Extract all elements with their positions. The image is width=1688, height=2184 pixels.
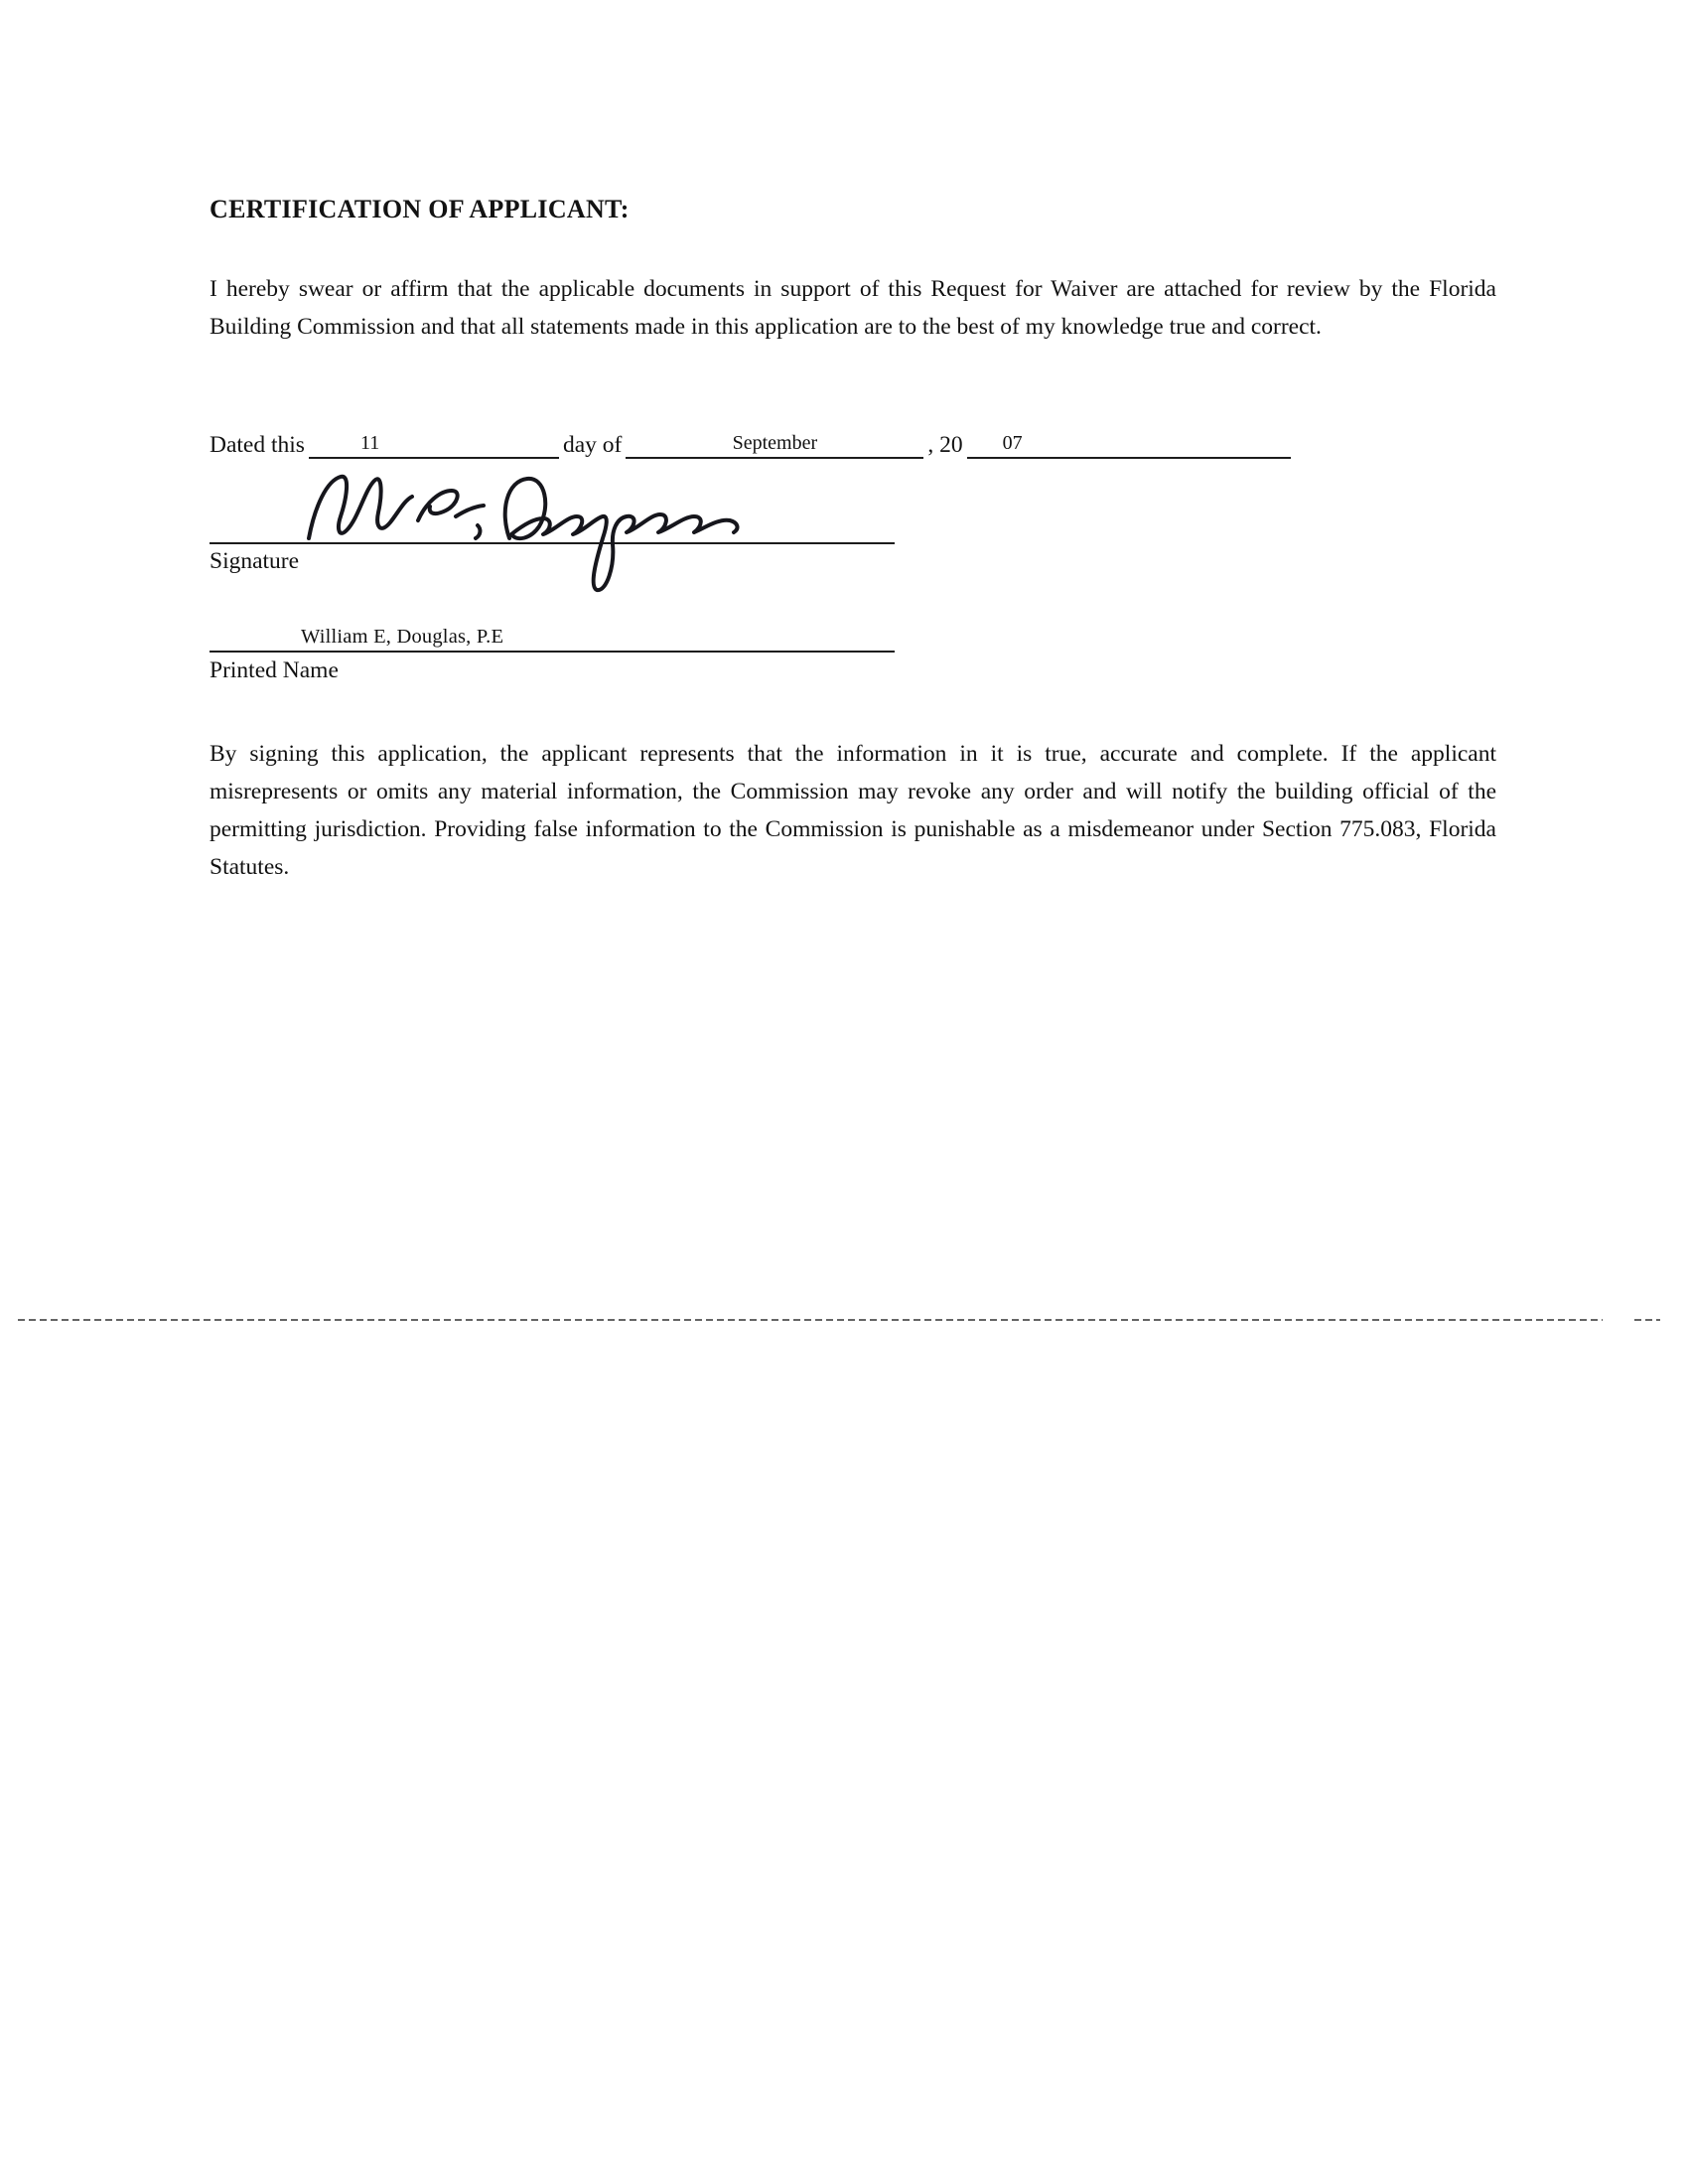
signature-line [210, 449, 895, 544]
handwritten-signature-icon [301, 455, 768, 606]
legal-notice-paragraph: By signing this application, the applicant represents that the information in it is true, accurate and complete. If the applicant misrepresents or omits any material information, the Commission may revoke any order and will notify the building official of the permitting jurisdiction. Providing false information to the Commission is punishable as a misdemeanor under Section 775.083, Florida Statutes. [210, 741, 1496, 880]
affirmation-paragraph: I hereby swear or affirm that the applicable documents in support of this Request for Waiver are attached for review by the Florida Building Commission and that all statements made in this application are to the best of my knowledge true and correct. [210, 276, 1496, 340]
signature-label: Signature [210, 548, 300, 574]
dashed-separator-end-segment [1634, 1319, 1660, 1321]
printed-name-value: William E, Douglas, P.E [301, 626, 504, 648]
section-heading: CERTIFICATION OF APPLICANT: [210, 195, 630, 223]
printed-name-label: Printed Name [210, 657, 339, 683]
dashed-separator-line [18, 1319, 1603, 1321]
month-value: September [732, 432, 818, 454]
year-prefix: , 20 [927, 432, 963, 458]
dated-middle: day of [562, 432, 623, 458]
dated-prefix: Dated this [210, 432, 305, 458]
year-field [967, 423, 1291, 459]
day-value: 11 [359, 432, 380, 454]
year-value: 07 [1002, 432, 1023, 454]
printed-name-line [210, 596, 895, 653]
